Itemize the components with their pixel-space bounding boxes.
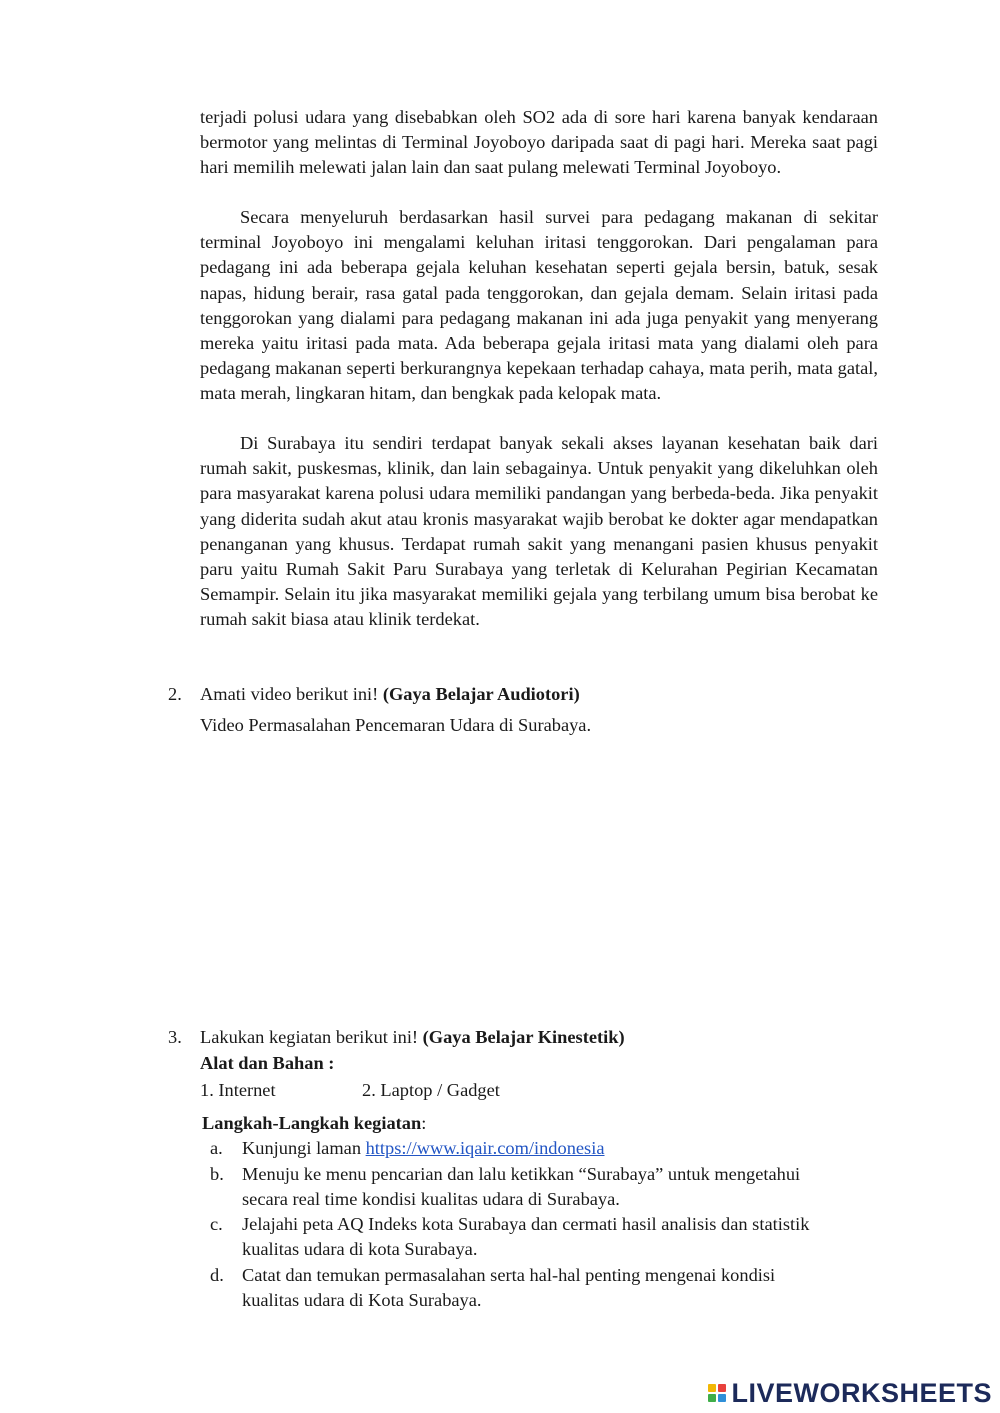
step-a: Kunjungi laman https://www.iqair.com/indonesia [242,1138,605,1158]
step-c-line2: kualitas udara di kota Surabaya. [242,1239,478,1259]
item-3-learning-style: (Gaya Belajar Kinestetik) [422,1027,625,1047]
tool-internet: 1. Internet [200,1080,276,1100]
item-3-number: 3. [168,1027,182,1047]
logo-text: LIVEWORKSHEETS [731,1377,992,1408]
paragraph-3: Di Surabaya itu sendiri terdapat banyak sekali akses layanan kesehatan baik dari rumah sakit, puskesmas, klinik, dan lain sebagainya. Untuk penyakit yang dikeluhkan oleh para masyarakat karena polusi udara memiliki pandangan yang berbeda-beda. Jika penyakit yang diderita sudah akut atau kronis masyarakat wajib berobat ke dokter agar mendapatkan penanganan yang khusus. Terdapat rumah sakit yang menangani pasien khusus penyakit paru yaitu Rumah Sakit Paru Surabaya yang terletak di Kelurahan Pegirian Kecamatan Semampir. Selain itu jika masyarakat memiliki gejala yang terbilang umum bisa berobat ke rumah sakit biasa atau klinik terdekat. [200,433,878,630]
step-d-line2: kualitas udara di Kota Surabaya. [242,1290,482,1310]
tool-laptop: 2. Laptop / Gadget [362,1080,500,1100]
step-b-line2: secara real time kondisi kualitas udara di Surabaya. [242,1189,620,1209]
paragraph-1: terjadi polusi udara yang disebabkan oleh SO2 ada di sore hari karena banyak kendaraan bermotor yang melintas di Terminal Joyoboyo daripada saat di pagi hari. Mereka saat pagi hari memilih melewati jalan lain dan saat pulang melewati Terminal Joyoboyo. [200,107,878,178]
step-d-letter: d. [210,1265,224,1285]
step-a-letter: a. [210,1138,223,1158]
tools-heading: Alat dan Bahan : [200,1053,335,1073]
item-2-learning-style: (Gaya Belajar Audiotori) [382,684,580,704]
step-b-letter: b. [210,1164,224,1184]
item-3-text: Lakukan kegiatan berikut ini! [200,1027,423,1047]
paragraph-2: Secara menyeluruh berdasarkan hasil survei para pedagang makanan di sekitar terminal Joyoboyo ini mengalami keluhan iritasi tenggorokan. Dari pengalaman para pedagang ini ada beberapa gejala keluhan kesehatan seperti gejala bersin, batuk, sesak napas, hidung berair, rasa gatal pada tenggorokan, dan gejala demam. Selain iritasi pada tenggorokan yang dialami para pedagang makanan ini ada juga penyakit yang menyerang mereka yaitu iritasi pada mata. Ada beberapa gejala iritasi mata yang dialami oleh para pedagang makanan seperti berkurangnya kepekaan terhadap cahaya, mata perih, mata gatal, mata merah, lingkaran hitam, dan bengkak pada kelopak mata. [200,207,878,404]
item-2-number: 2. [168,684,182,704]
step-d-line1: Catat dan temukan permasalahan serta hal-hal penting mengenai kondisi [242,1265,776,1285]
item-3-instruction [200,1025,625,1050]
item-2-text: Amati video berikut ini! [200,684,383,704]
steps-heading: Langkah-Langkah kegiatan: [202,1113,427,1133]
step-c-letter: c. [210,1214,223,1234]
iqair-link[interactable]: https://www.iqair.com/indonesia [365,1138,605,1158]
step-b-line1: Menuju ke menu pencarian dan lalu ketikkan “Surabaya” untuk mengetahui [242,1164,801,1184]
item-2-instruction [200,682,580,707]
liveworksheets-logo [708,1378,992,1408]
video-caption: Video Permasalahan Pencemaran Udara di Surabaya. [200,715,592,735]
video-placeholder[interactable] [200,750,878,1020]
logo-blocks-icon [708,1384,726,1402]
step-c-line1: Jelajahi peta AQ Indeks kota Surabaya dan cermati hasil analisis dan statistik [242,1214,810,1234]
